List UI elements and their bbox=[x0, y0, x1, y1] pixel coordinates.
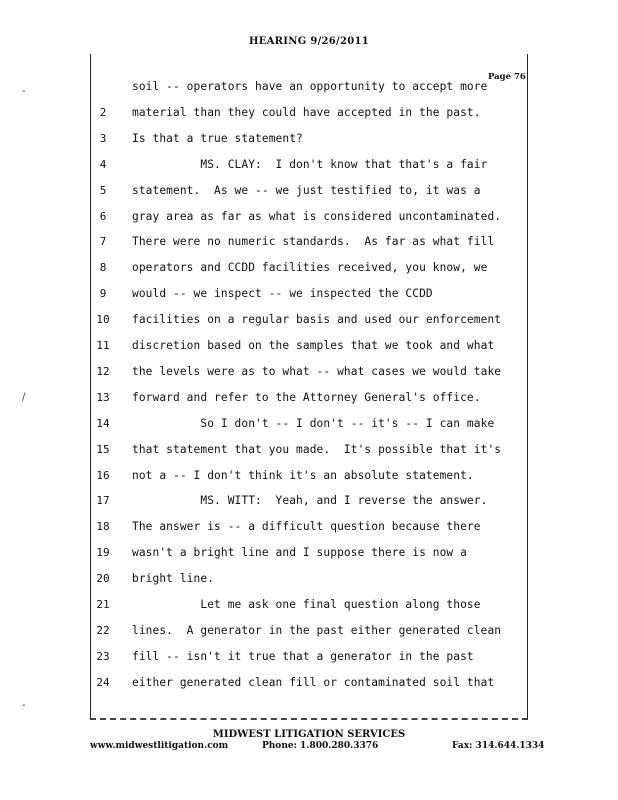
line-text: MS. WITT: Yeah, and I reverse the answer. bbox=[132, 494, 488, 508]
line-number: 7 bbox=[99, 235, 107, 249]
line-number: 19 bbox=[96, 546, 110, 560]
line-number: 8 bbox=[99, 261, 107, 275]
page-number: Page 76 bbox=[488, 72, 526, 82]
line-text: Is that a true statement? bbox=[132, 131, 303, 145]
footer-phone: Phone: 1.800.280.3376 bbox=[262, 741, 379, 751]
line-text: soil -- operators have an opportunity to accept more bbox=[132, 80, 488, 93]
line-number: 22 bbox=[96, 623, 110, 637]
line-number: 11 bbox=[96, 339, 110, 352]
line-number: 20 bbox=[96, 572, 110, 586]
line-text: operators and CCDD facilities received, you know, we bbox=[132, 261, 488, 275]
line-text: fill -- isn't it true that a generator in the past bbox=[132, 649, 474, 663]
margin-mark: / bbox=[22, 392, 26, 403]
line-text: So I don't -- I don't -- it's -- I can make bbox=[132, 416, 495, 430]
line-text: MS. CLAY: I don't know that that's a fair bbox=[132, 157, 488, 171]
margin-mark: - bbox=[22, 700, 26, 711]
line-number: 16 bbox=[96, 468, 110, 482]
line-text: bright line. bbox=[132, 572, 215, 586]
line-text: that statement that you made. It's possible that it's bbox=[132, 442, 502, 456]
line-number: 23 bbox=[96, 649, 110, 663]
line-number: 6 bbox=[99, 209, 107, 223]
line-number: 21 bbox=[96, 598, 110, 611]
line-text: statement. As we -- we just testified to, it was a bbox=[132, 183, 481, 197]
footer-fax: Fax: 314.644.1334 bbox=[452, 741, 545, 751]
footer-company: MIDWEST LITIGATION SERVICES bbox=[212, 729, 406, 740]
line-number: 24 bbox=[96, 675, 110, 689]
line-text: There were no numeric standards. As far as what fill bbox=[132, 235, 495, 249]
line-number: 17 bbox=[96, 494, 110, 508]
line-number: 4 bbox=[99, 157, 107, 171]
line-number: 5 bbox=[99, 183, 107, 197]
line-number: 15 bbox=[96, 442, 110, 456]
line-text: the levels were as to what -- what cases we would take bbox=[132, 364, 502, 378]
line-text: Let me ask one final question along those bbox=[132, 598, 481, 611]
line-text: not a -- I don't think it's an absolute statement. bbox=[132, 468, 474, 482]
line-text: forward and refer to the Attorney General's office. bbox=[132, 390, 481, 404]
margin-mark: - bbox=[22, 86, 26, 97]
line-text: The answer is -- a difficult question because there bbox=[132, 520, 481, 534]
line-number: 10 bbox=[96, 313, 110, 327]
line-text: discretion based on the samples that we took and what bbox=[132, 339, 495, 352]
line-text: gray area as far as what is considered uncontaminated. bbox=[132, 209, 502, 223]
line-text: material than they could have accepted in the past. bbox=[132, 105, 481, 119]
line-text: either generated clean fill or contaminated soil that bbox=[132, 675, 495, 689]
transcript-frame bbox=[90, 54, 528, 720]
line-number: 2 bbox=[99, 105, 107, 119]
line-number: 12 bbox=[96, 364, 110, 378]
line-text: wasn't a bright line and I suppose there is now a bbox=[132, 546, 467, 560]
line-text: facilities on a regular basis and used our enforcement bbox=[132, 313, 502, 327]
line-number: 9 bbox=[99, 287, 107, 301]
line-number: 18 bbox=[96, 520, 110, 534]
line-text: would -- we inspect -- we inspected the CCDD bbox=[132, 287, 433, 301]
line-number: 14 bbox=[96, 416, 110, 430]
line-number: 3 bbox=[99, 131, 107, 145]
page-header-title: HEARING 9/26/2011 bbox=[248, 36, 370, 47]
line-text: lines. A generator in the past either generated clean bbox=[132, 623, 502, 637]
line-number: 13 bbox=[96, 390, 110, 404]
footer-website: www.midwestlitigation.com bbox=[90, 741, 229, 751]
